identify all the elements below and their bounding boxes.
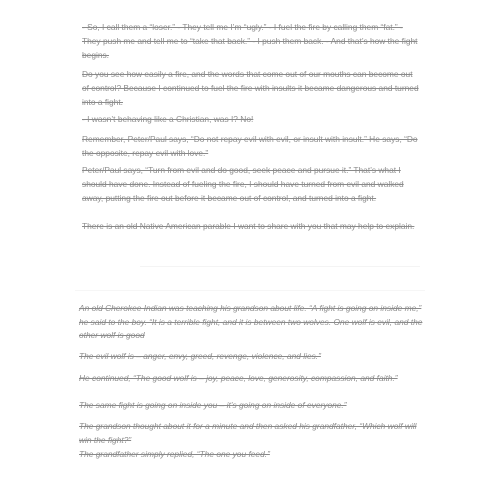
paragraph-fire-out-of-control: Do you see how easily a fire, and the words that come out of our mouths can become out of control? Because I continued to fuel the fire with insults it became dangerous and turned into a fight. bbox=[82, 69, 419, 107]
paragraph-parable-intro: There is an old Native American parable I want to share with you that may help to explain. bbox=[82, 221, 415, 231]
paragraph-which-wolf: The grandson thought about it for a minute and then asked his grandfather, “Which wolf will win the fight?” bbox=[79, 421, 417, 445]
blank-line bbox=[75, 290, 425, 291]
paragraph-fight-sequence: - So, I call them a “loser.” - They tell me I’m “ugly.” - I fuel the fire by calling them “fat.” - They push me and tell me to “take that back.” - I push them back. - And that’s how the fight begins. bbox=[82, 22, 418, 60]
paragraph-same-fight: The same fight is going on inside you – it’s going on inside of everyone.” bbox=[79, 400, 347, 410]
paragraph-repay-evil: Remember, Peter/Paul says, “Do not repay evil with evil, or insult with insult.” He says, “Do the opposite, repay evil with love.” bbox=[82, 134, 418, 158]
blank-line bbox=[140, 266, 420, 267]
paragraph-evil-wolf: The evil wolf is – anger, envy, greed, revenge, violence, and lies.” bbox=[79, 351, 321, 361]
paragraph-good-wolf: He continued, “The good wolf is – joy, peace, love, generosity, compassion, and faith.” bbox=[79, 373, 398, 383]
paragraph-cherokee-teaching: An old Cherokee Indian was teaching his grandson about life. “A fight is going on inside me,” he said to the boy. “It is a terrible fight, and it is between two wolves. One wolf is evil, and the other wolf is good bbox=[79, 303, 423, 340]
paragraph-not-christian: - I wasn’t behaving like a Christian, was I? No! bbox=[82, 114, 254, 124]
paragraph-turn-from-evil: Peter/Paul says, “Turn from evil and do good, seek peace and pursue it.” That’s what I should have done. Instead of fueling the fire, I should have turned from evil and walked away, putting the fire out before it became out of control, and turned into a fight. bbox=[82, 165, 404, 203]
paragraph-one-you-feed: The grandfather simply replied, “The one you feed.” bbox=[79, 449, 270, 459]
